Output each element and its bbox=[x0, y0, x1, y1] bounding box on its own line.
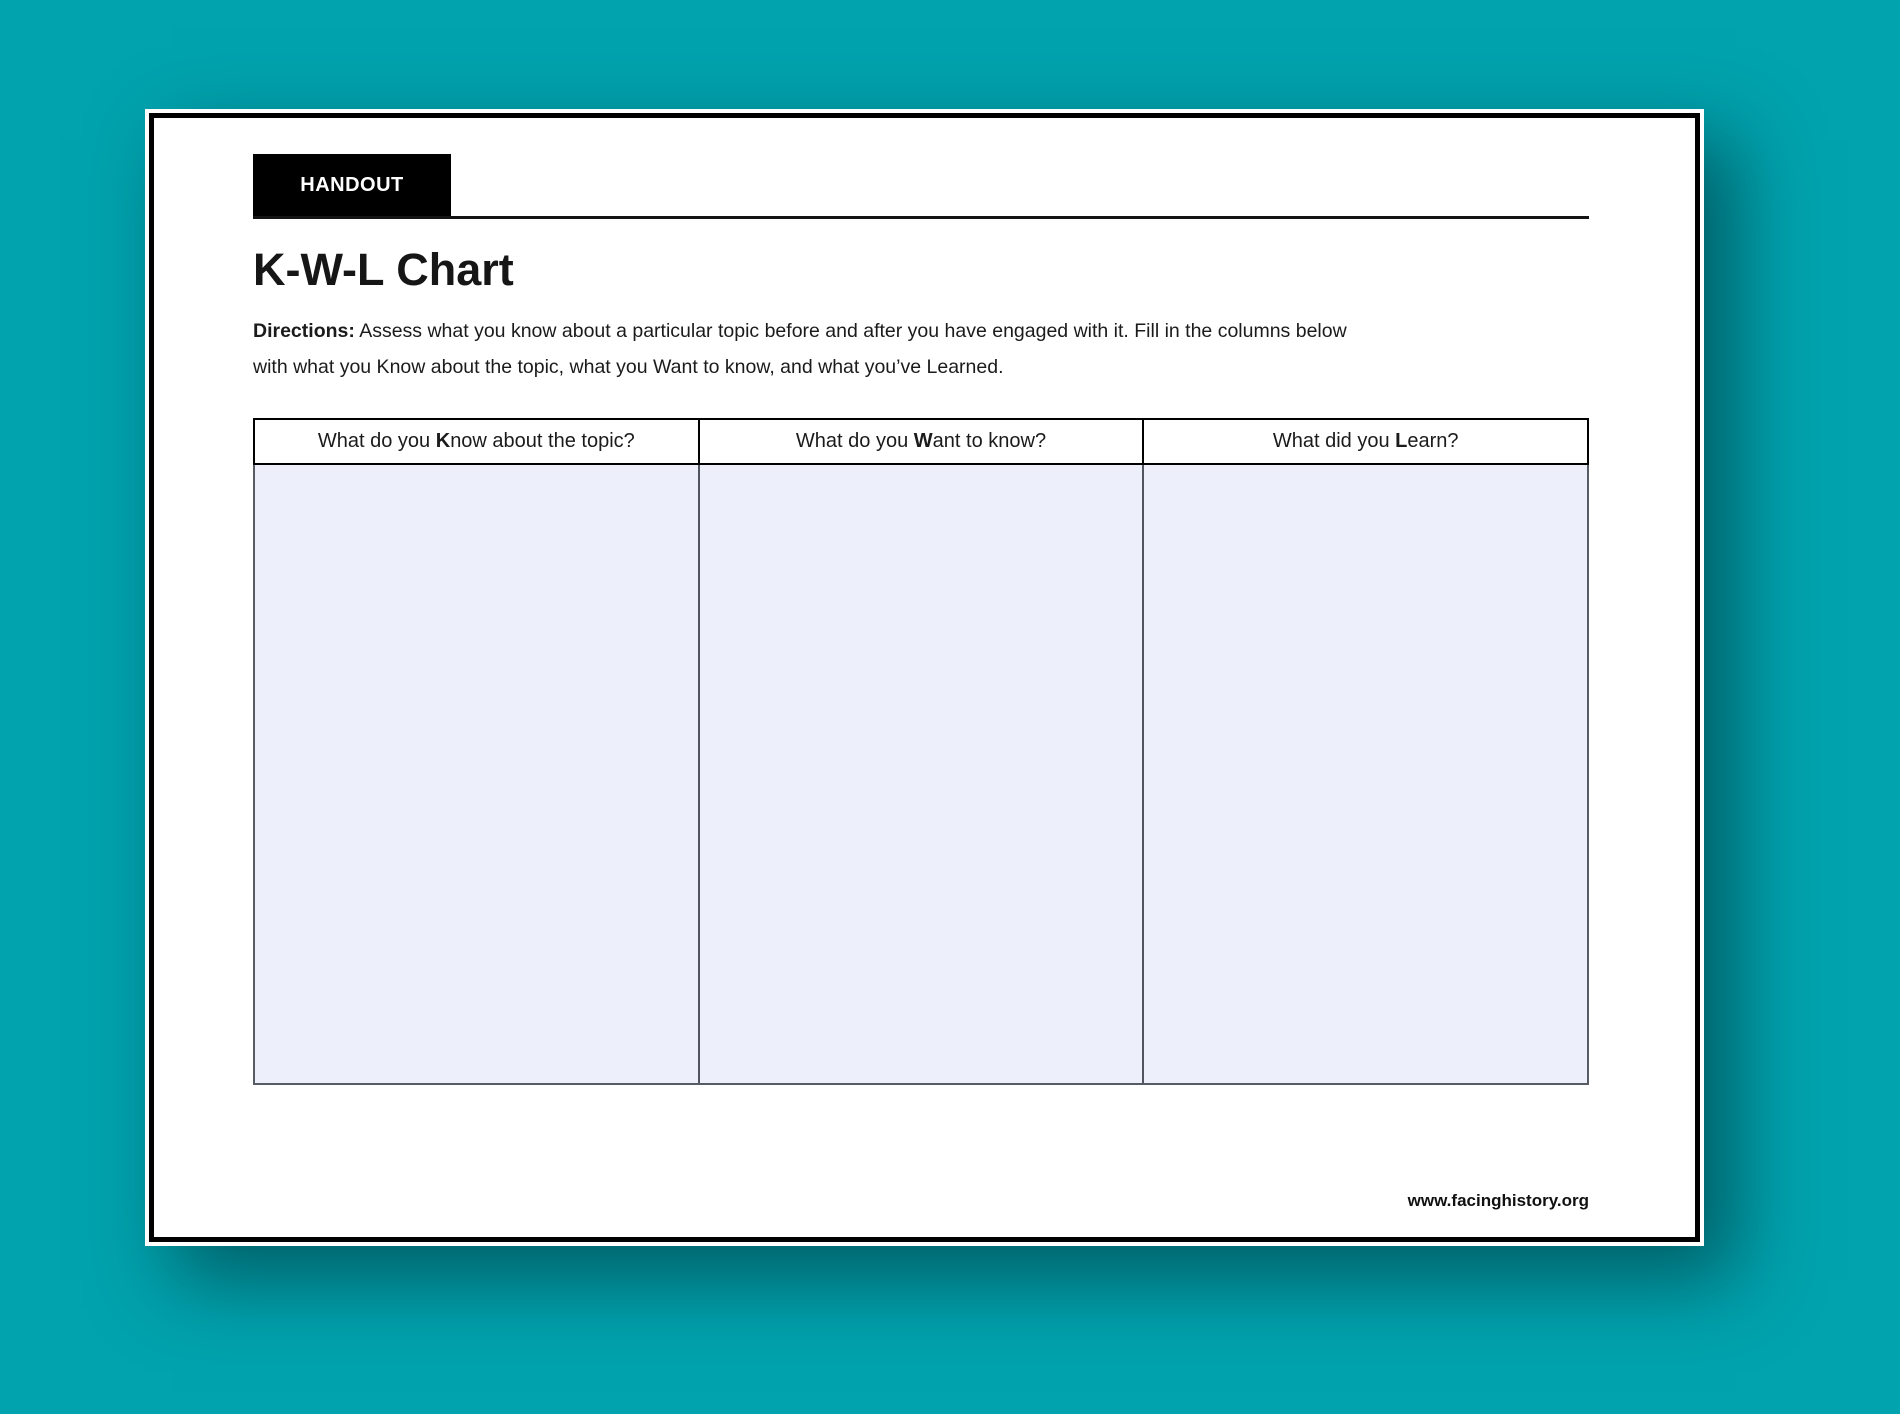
directions-line1: Assess what you know about a particular topic before and after you have engaged with it. Fill in the columns below bbox=[359, 320, 1347, 342]
kwl-header-know-label: What do you Know about the topic? bbox=[317, 430, 635, 452]
directions-text bbox=[253, 313, 1589, 385]
kwl-header-want bbox=[700, 418, 1145, 465]
kwl-header-learn bbox=[1144, 418, 1589, 465]
kwl-table bbox=[253, 418, 1589, 1085]
kwl-know-cell[interactable] bbox=[255, 465, 700, 1083]
handout-badge-label: HANDOUT bbox=[300, 173, 404, 196]
handout-page bbox=[149, 113, 1700, 1242]
kwl-table-body-row bbox=[253, 465, 1589, 1085]
page-content bbox=[253, 154, 1589, 1211]
kwl-learn-cell[interactable] bbox=[1144, 465, 1587, 1083]
kwl-want-cell[interactable] bbox=[700, 465, 1145, 1083]
kwl-header-learn-label: What did you Learn? bbox=[1272, 430, 1459, 452]
directions-label: Directions: bbox=[253, 320, 355, 342]
page-title: K-W-L Chart bbox=[253, 244, 514, 295]
kwl-header-know bbox=[253, 418, 700, 465]
directions-line2: with what you Know about the topic, what you Want to know, and what you’ve Learned. bbox=[253, 356, 1004, 378]
footer-url: www.facinghistory.org bbox=[1407, 1191, 1589, 1210]
kwl-table-header-row bbox=[253, 418, 1589, 465]
handout-badge bbox=[253, 154, 451, 216]
masthead-rule bbox=[253, 154, 1589, 219]
kwl-header-want-label: What do you Want to know? bbox=[795, 430, 1047, 452]
